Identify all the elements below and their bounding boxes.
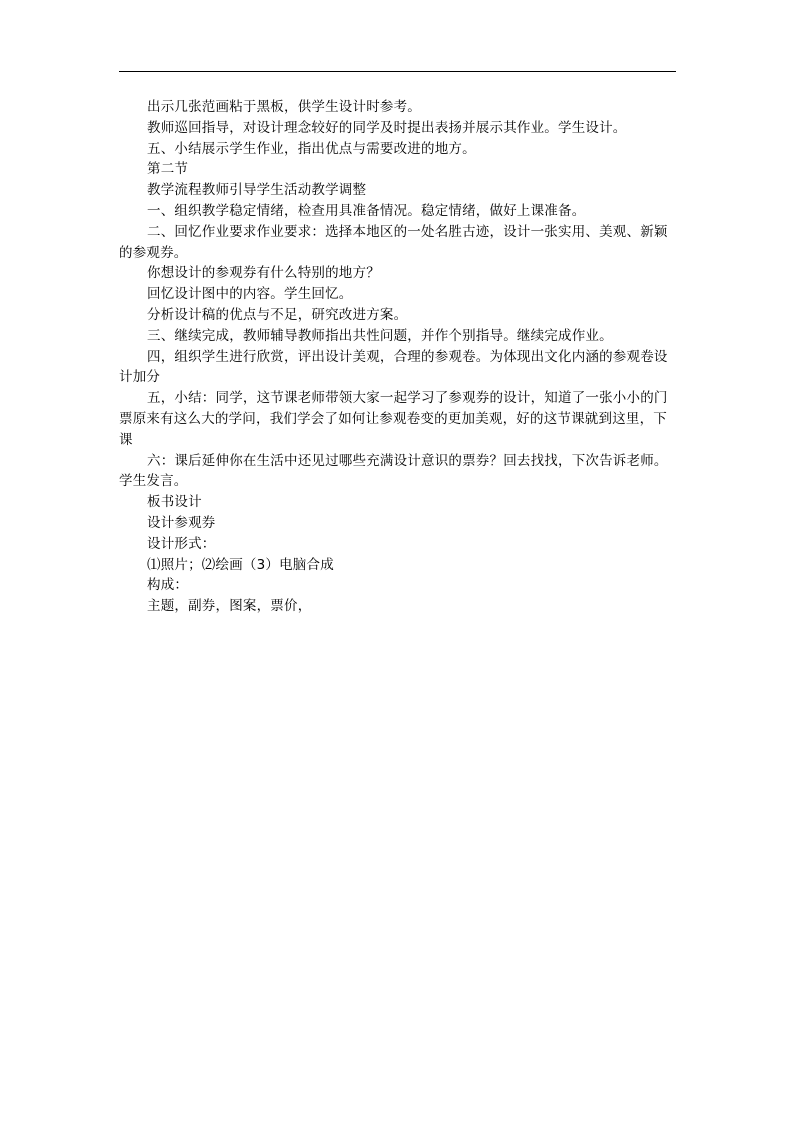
paragraph-composition: 构成： [147, 577, 189, 594]
paragraph-step-three: 三、继续完成，教师辅导教师指出共性问题，并作个别指导。继续完成作业。 [147, 327, 613, 344]
paragraph-design-ticket: 设计参观券 [147, 514, 216, 531]
paragraph-design-form: 设计形式： [147, 535, 216, 552]
paragraph-display-samples: 出示几张范画粘于黑板，供学生设计时参考。 [147, 99, 421, 115]
paragraph-step-two: 二、回忆作业要求作业要求：选择本地区的一处名胜古迹，设计一张实用、美观、新颖的参观券。 [119, 223, 668, 261]
paragraph-summary-show-work: 五、小结展示学生作业，指出优点与需要改进的地方。 [147, 140, 476, 157]
paragraph-step-one: 一、组织教学稳定情绪，检查用具准备情况。稳定情绪，做好上课准备。 [147, 202, 586, 219]
paragraph-step-six: 六：课后延伸你在生活中还见过哪些充满设计意识的票券？回去找找，下次告诉老师。学生发言。 [119, 452, 668, 490]
paragraph-step-five: 五，小结：同学，这节课老师带领大家一起学习了参观券的设计，知道了一张小小的门票原来有这么大的学问，我们学会了如何让参观卷变的更加美观，好的这节课就到这里，下课 [119, 390, 668, 448]
document-body [119, 97, 678, 617]
paragraph-flow-header: 教学流程教师引导学生活动教学调整 [147, 182, 367, 199]
header-rule [119, 71, 676, 72]
section-heading-second-lesson: 第二节 [147, 161, 189, 178]
paragraph-analysis: 分析设计稿的优点与不足，研究改进方案。 [147, 306, 408, 323]
paragraph-recall: 回忆设计图中的内容。学生回忆。 [147, 286, 353, 303]
paragraph-composition-items: 主题，副券，图案，票价， [147, 598, 312, 615]
paragraph-step-four: 四，组织学生进行欣赏，评出设计美观，合理的参观卷。为体现出文化内涵的参观卷设计加分 [119, 348, 668, 386]
paragraph-board-design: 板书设计 [147, 494, 202, 511]
paragraph-form-options: ⑴照片；⑵绘画（3）电脑合成 [147, 556, 334, 573]
paragraph-question: 你想设计的参观券有什么特别的地方？ [147, 265, 380, 282]
paragraph-teacher-guidance: 教师巡回指导，对设计理念较好的同学及时提出表扬并展示其作业。学生设计。 [147, 119, 627, 136]
